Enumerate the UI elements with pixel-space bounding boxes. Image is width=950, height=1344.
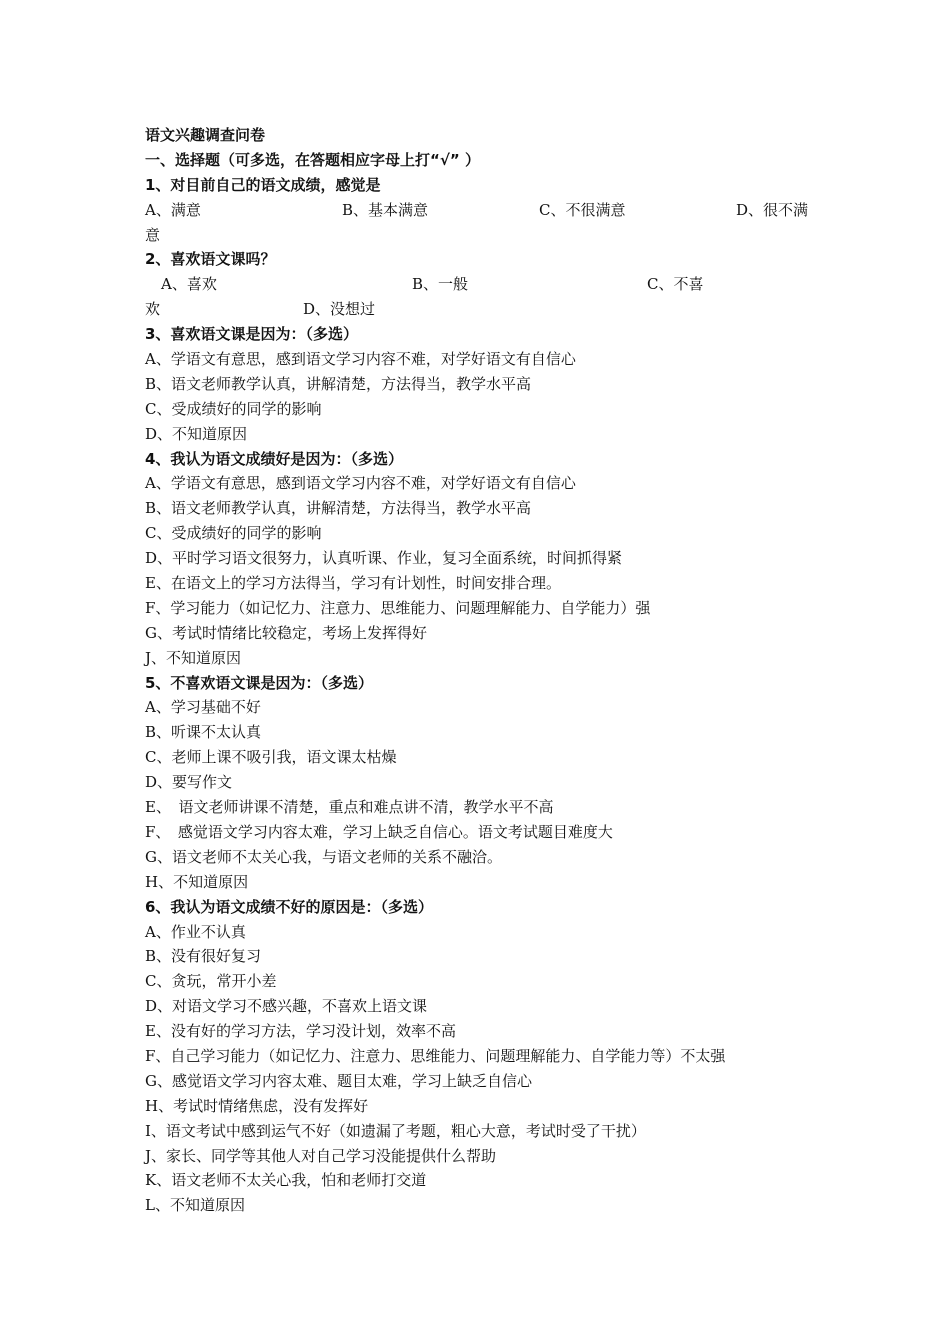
q5-option-f[interactable]: F、 感觉语文学习内容太难，学习上缺乏自信心。语文考试题目难度大: [145, 822, 613, 841]
q5-option-g[interactable]: G、语文老师不太关心我，与语文老师的关系不融洽。: [145, 847, 502, 866]
q2-option-b[interactable]: B、一般: [412, 275, 469, 294]
q1-option-c[interactable]: C、不很满意: [539, 200, 626, 219]
q6-option-e[interactable]: E、没有好的学习方法，学习没计划，效率不高: [145, 1022, 456, 1041]
q2-options-row: [145, 272, 835, 297]
q6-option-l[interactable]: L、不知道原因: [145, 1196, 245, 1215]
q5-option-d[interactable]: D、要写作文: [145, 773, 233, 792]
q5-option-c[interactable]: C、老师上课不吸引我，语文课太枯燥: [145, 748, 397, 767]
q1-options-row: [145, 198, 835, 223]
q5-option-b[interactable]: B、听课不太认真: [145, 723, 262, 742]
q6-option-c[interactable]: C、贪玩，常开小差: [145, 972, 277, 991]
q6-option-j[interactable]: J、家长、同学等其他人对自己学习没能提供什么帮助: [145, 1146, 497, 1165]
question-1: 1、对目前自己的语文成绩，感觉是: [145, 175, 381, 194]
q3-option-b[interactable]: B、语文老师教学认真，讲解清楚，方法得当，教学水平高: [145, 374, 532, 393]
q6-option-d[interactable]: D、对语文学习不感兴趣，不喜欢上语文课: [145, 997, 428, 1016]
q4-option-d[interactable]: D、平时学习语文很努力，认真听课、作业，复习全面系统，时间抓得紧: [145, 549, 623, 568]
q4-option-f[interactable]: F、学习能力（如记忆力、注意力、思维能力、问题理解能力、自学能力）强: [145, 598, 651, 617]
q3-option-c[interactable]: C、受成绩好的同学的影响: [145, 399, 322, 418]
question-5: 5、不喜欢语文课是因为：（多选）: [145, 673, 373, 692]
q4-option-e[interactable]: E、在语文上的学习方法得当，学习有计划性，时间安排合理。: [145, 574, 561, 593]
q4-option-j[interactable]: J、不知道原因: [145, 648, 242, 667]
q4-option-a[interactable]: A、学语文有意思，感到语文学习内容不难，对学好语文有自信心: [145, 474, 576, 493]
q1-option-d[interactable]: D、很不满: [736, 200, 809, 219]
q6-option-k[interactable]: K、语文老师不太关心我，怕和老师打交道: [145, 1171, 427, 1190]
section-heading: 一、选择题（可多选，在答题相应字母上打“√” ）: [145, 150, 480, 169]
q6-option-i[interactable]: I、语文考试中感到运气不好（如遗漏了考题，粗心大意，考试时受了干扰）: [145, 1121, 646, 1140]
q4-option-b[interactable]: B、语文老师教学认真，讲解清楚，方法得当，教学水平高: [145, 499, 532, 518]
q3-option-a[interactable]: A、学语文有意思，感到语文学习内容不难，对学好语文有自信心: [145, 350, 576, 369]
q2-option-d[interactable]: D、没想过: [303, 300, 376, 319]
q5-option-a[interactable]: A、学习基础不好: [145, 698, 261, 717]
question-6: 6、我认为语文成绩不好的原因是：（多选）: [145, 897, 433, 916]
q2-options-row-2: [145, 297, 835, 322]
q1-option-a[interactable]: A、满意: [145, 200, 201, 219]
q5-option-e[interactable]: E、 语文老师讲课不清楚，重点和难点讲不清，教学水平不高: [145, 798, 554, 817]
q6-option-h[interactable]: H、考试时情绪焦虑，没有发挥好: [145, 1096, 369, 1115]
q6-option-b[interactable]: B、没有很好复习: [145, 947, 262, 966]
q4-option-c[interactable]: C、受成绩好的同学的影响: [145, 524, 322, 543]
q6-option-a[interactable]: A、作业不认真: [145, 922, 246, 941]
q1-option-b[interactable]: B、基本满意: [342, 200, 429, 219]
q2-option-c-wrap: 欢: [145, 300, 161, 319]
q4-option-g[interactable]: G、考试时情绪比较稳定，考场上发挥得好: [145, 623, 427, 642]
q5-option-h[interactable]: H、不知道原因: [145, 872, 249, 891]
q6-option-f[interactable]: F、自己学习能力（如记忆力、注意力、思维能力、问题理解能力、自学能力等）不太强: [145, 1046, 726, 1065]
q6-option-g[interactable]: G、感觉语文学习内容太难、题目太难，学习上缺乏自信心: [145, 1071, 532, 1090]
q2-option-c[interactable]: C、不喜: [647, 275, 704, 294]
q3-option-d[interactable]: D、不知道原因: [145, 424, 248, 443]
document-title: 语文兴趣调查问卷: [145, 126, 266, 144]
questionnaire-page: [145, 123, 835, 1218]
question-2: 2、喜欢语文课吗？: [145, 250, 276, 269]
q1-option-d-wrap: 意: [145, 225, 161, 244]
question-3: 3、喜欢语文课是因为：（多选）: [145, 325, 358, 344]
q2-option-a[interactable]: A、喜欢: [161, 275, 217, 294]
question-4: 4、我认为语文成绩好是因为：（多选）: [145, 449, 403, 468]
